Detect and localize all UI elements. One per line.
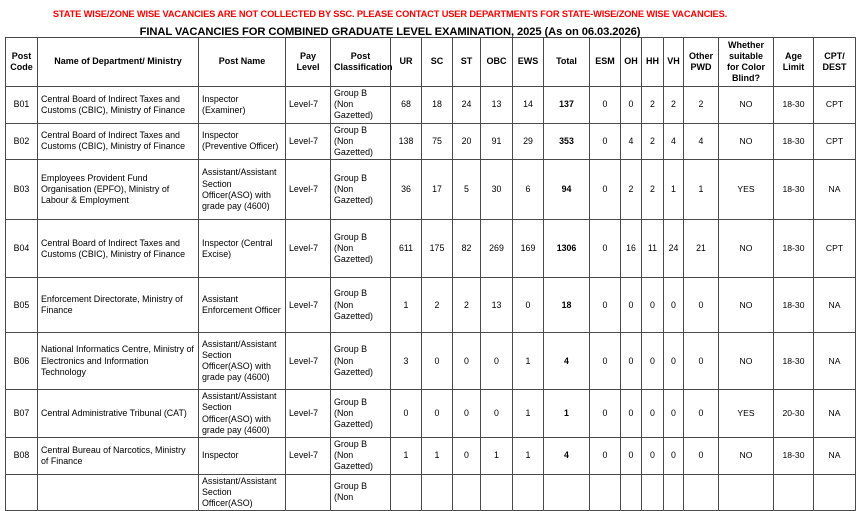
cell-ews [513,474,544,511]
cell-esm: 0 [590,87,621,124]
cell-oh: 4 [621,123,642,160]
cell-total: 18 [544,278,590,333]
cell-other-pwd: 4 [684,123,719,160]
column-header-ews: EWS [513,38,544,87]
cell-ur: 1 [391,438,422,475]
cell-hh: 0 [642,278,664,333]
cell-oh: 0 [621,333,642,390]
cell-age-limit [774,474,814,511]
column-header-sc: SC [422,38,453,87]
cell-color-blind: NO [719,220,774,278]
cell-vh: 0 [664,390,684,438]
vacancy-table-body [6,87,856,511]
cell-post-code: B01 [6,87,38,124]
cell-department: Central Board of Indirect Taxes and Customs (CBIC), Ministry of Finance [38,220,199,278]
cell-total: 94 [544,160,590,220]
cell-obc: 13 [481,278,513,333]
cell-pay-level [286,474,331,511]
cell-sc: 0 [422,333,453,390]
cell-post-name: Assistant Enforcement Officer [199,278,286,333]
cell-sc: 18 [422,87,453,124]
cell-ews: 1 [513,390,544,438]
cell-post-classification: Group B (Non Gazetted) [331,123,391,160]
cell-esm: 0 [590,220,621,278]
cell-total: 353 [544,123,590,160]
cell-total [544,474,590,511]
cell-post-classification: Group B (Non Gazetted) [331,87,391,124]
cell-obc: 1 [481,438,513,475]
cell-pay-level: Level-7 [286,333,331,390]
cell-department: Enforcement Directorate, Ministry of Finance [38,278,199,333]
cell-hh: 2 [642,123,664,160]
cell-post-classification: Group B (Non [331,474,391,511]
cell-vh: 0 [664,333,684,390]
cell-esm: 0 [590,390,621,438]
cell-color-blind: YES [719,160,774,220]
cell-obc: 0 [481,333,513,390]
cell-cpt-dest: CPT [814,123,856,160]
cell-oh [621,474,642,511]
cell-ews: 29 [513,123,544,160]
table-row [6,438,856,475]
cell-sc: 17 [422,160,453,220]
cell-department: Central Board of Indirect Taxes and Customs (CBIC), Ministry of Finance [38,123,199,160]
cell-post-classification: Group B (Non Gazetted) [331,160,391,220]
cell-sc: 175 [422,220,453,278]
cell-department: National Informatics Centre, Ministry of Electronics and Information Technology [38,333,199,390]
cell-cpt-dest: NA [814,333,856,390]
cell-esm: 0 [590,278,621,333]
cell-pay-level: Level-7 [286,278,331,333]
cell-pay-level: Level-7 [286,160,331,220]
cell-esm: 0 [590,160,621,220]
cell-oh: 16 [621,220,642,278]
cell-st: 5 [453,160,481,220]
cell-post-name: Assistant/Assistant Section Officer(ASO) with grade pay (4600) [199,160,286,220]
cell-sc [422,474,453,511]
cell-oh: 0 [621,438,642,475]
table-row [6,87,856,124]
cell-department: Employees Provident Fund Organisation (EPFO), Ministry of Labour & Employment [38,160,199,220]
cell-sc: 75 [422,123,453,160]
cell-post-classification: Group B (Non Gazetted) [331,220,391,278]
cell-esm [590,474,621,511]
cell-ews: 14 [513,87,544,124]
table-row [6,220,856,278]
column-header-post-code: Post Code [6,38,38,87]
column-header-ur: UR [391,38,422,87]
table-row [6,160,856,220]
cell-color-blind: NO [719,333,774,390]
cell-obc: 30 [481,160,513,220]
cell-ur: 36 [391,160,422,220]
cell-total: 137 [544,87,590,124]
cell-pay-level: Level-7 [286,87,331,124]
cell-post-code: B07 [6,390,38,438]
cell-age-limit: 18-30 [774,220,814,278]
cell-obc: 0 [481,390,513,438]
cell-post-name: Assistant/Assistant Section Officer(ASO) with grade pay (4600) [199,390,286,438]
cell-hh [642,474,664,511]
table-row [6,474,856,511]
column-header-department: Name of Department/ Ministry [38,38,199,87]
cell-post-name: Inspector (Preventive Officer) [199,123,286,160]
cell-ur: 138 [391,123,422,160]
column-header-age-limit: Age Limit [774,38,814,87]
column-header-st: ST [453,38,481,87]
cell-ews: 169 [513,220,544,278]
document-title: FINAL VACANCIES FOR COMBINED GRADUATE LEVEL EXAMINATION, 2025 (As on 06.03.2026) [139,26,641,38]
cell-pay-level: Level-7 [286,438,331,475]
cell-ur: 68 [391,87,422,124]
cell-oh: 0 [621,390,642,438]
cell-sc: 0 [422,390,453,438]
cell-total: 4 [544,333,590,390]
cell-cpt-dest: NA [814,278,856,333]
cell-st: 0 [453,333,481,390]
cell-other-pwd: 1 [684,160,719,220]
cell-ur: 611 [391,220,422,278]
cell-st: 82 [453,220,481,278]
cell-vh [664,474,684,511]
cell-age-limit: 18-30 [774,87,814,124]
cell-st: 0 [453,390,481,438]
cell-post-code: B05 [6,278,38,333]
column-header-color-blind: Whether suitable for Color Blind? [719,38,774,87]
cell-post-classification: Group B (Non Gazetted) [331,438,391,475]
cell-other-pwd [684,474,719,511]
cell-department [38,474,199,511]
table-row [6,333,856,390]
column-header-post-name: Post Name [199,38,286,87]
cell-cpt-dest: CPT [814,220,856,278]
cell-post-name: Inspector (Central Excise) [199,220,286,278]
cell-post-name: Inspector [199,438,286,475]
cell-other-pwd: 21 [684,220,719,278]
cell-cpt-dest: NA [814,160,856,220]
cell-color-blind: NO [719,438,774,475]
table-row [6,123,856,160]
state-wise-vacancy-notice: STATE WISE/ZONE WISE VACANCIES ARE NOT COLLECTED BY SSC. PLEASE CONTACT USER DEPARTMENTS FOR STATE-WISE/ZONE WISE VACANCIES. [52,9,728,19]
cell-department: Central Board of Indirect Taxes and Customs (CBIC), Ministry of Finance [38,87,199,124]
cell-age-limit: 18-30 [774,160,814,220]
column-header-other-pwd: Other PWD [684,38,719,87]
cell-ur: 3 [391,333,422,390]
cell-other-pwd: 0 [684,390,719,438]
table-header-row [6,38,856,87]
cell-department: Central Bureau of Narcotics, Ministry of Finance [38,438,199,475]
cell-color-blind: NO [719,278,774,333]
cell-post-code [6,474,38,511]
cell-ews: 1 [513,333,544,390]
cell-ur [391,474,422,511]
cell-esm: 0 [590,123,621,160]
cell-vh: 24 [664,220,684,278]
column-header-hh: HH [642,38,664,87]
column-header-esm: ESM [590,38,621,87]
cell-ur: 1 [391,278,422,333]
cell-esm: 0 [590,333,621,390]
cell-color-blind [719,474,774,511]
cell-vh: 0 [664,278,684,333]
cell-post-code: B06 [6,333,38,390]
cell-total: 1 [544,390,590,438]
cell-department: Central Administrative Tribunal (CAT) [38,390,199,438]
vacancy-table [5,37,856,511]
cell-st: 2 [453,278,481,333]
cell-ews: 1 [513,438,544,475]
cell-obc: 13 [481,87,513,124]
cell-ur: 0 [391,390,422,438]
cell-age-limit: 18-30 [774,278,814,333]
column-header-vh: VH [664,38,684,87]
cell-ews: 0 [513,278,544,333]
cell-st [453,474,481,511]
cell-oh: 0 [621,278,642,333]
cell-other-pwd: 0 [684,438,719,475]
table-row [6,278,856,333]
vacancy-table-container [5,37,847,511]
cell-st: 0 [453,438,481,475]
cell-cpt-dest: NA [814,390,856,438]
table-row [6,390,856,438]
cell-pay-level: Level-7 [286,220,331,278]
cell-post-classification: Group B (Non Gazetted) [331,278,391,333]
cell-post-code: B04 [6,220,38,278]
cell-post-code: B02 [6,123,38,160]
cell-other-pwd: 2 [684,87,719,124]
cell-post-code: B03 [6,160,38,220]
cell-cpt-dest: NA [814,438,856,475]
cell-cpt-dest [814,474,856,511]
column-header-pay-level: Pay Level [286,38,331,87]
cell-oh: 0 [621,87,642,124]
column-header-total: Total [544,38,590,87]
cell-post-name: Assistant/Assistant Section Officer(ASO) with grade pay (4600) [199,333,286,390]
cell-age-limit: 18-30 [774,123,814,160]
cell-total: 4 [544,438,590,475]
cell-color-blind: NO [719,87,774,124]
column-header-post-classification: Post Classification [331,38,391,87]
cell-vh: 0 [664,438,684,475]
cell-vh: 2 [664,87,684,124]
cell-st: 24 [453,87,481,124]
cell-post-classification: Group B (Non Gazetted) [331,390,391,438]
cell-pay-level: Level-7 [286,390,331,438]
cell-age-limit: 20-30 [774,390,814,438]
cell-age-limit: 18-30 [774,333,814,390]
cell-obc: 91 [481,123,513,160]
cell-obc [481,474,513,511]
cell-vh: 4 [664,123,684,160]
column-header-cpt-dest: CPT/ DEST [814,38,856,87]
cell-hh: 2 [642,160,664,220]
cell-color-blind: YES [719,390,774,438]
cell-post-name: Inspector (Examiner) [199,87,286,124]
cell-hh: 0 [642,333,664,390]
cell-age-limit: 18-30 [774,438,814,475]
cell-obc: 269 [481,220,513,278]
cell-hh: 0 [642,438,664,475]
cell-post-name: Assistant/Assistant Section Officer(ASO) [199,474,286,511]
cell-st: 20 [453,123,481,160]
cell-hh: 0 [642,390,664,438]
column-header-oh: OH [621,38,642,87]
cell-sc: 2 [422,278,453,333]
cell-total: 1306 [544,220,590,278]
cell-color-blind: NO [719,123,774,160]
cell-oh: 2 [621,160,642,220]
column-header-obc: OBC [481,38,513,87]
cell-vh: 1 [664,160,684,220]
cell-post-classification: Group B (Non Gazetted) [331,333,391,390]
cell-cpt-dest: CPT [814,87,856,124]
cell-hh: 2 [642,87,664,124]
cell-esm: 0 [590,438,621,475]
cell-ews: 6 [513,160,544,220]
cell-post-code: B08 [6,438,38,475]
cell-sc: 1 [422,438,453,475]
cell-other-pwd: 0 [684,278,719,333]
cell-hh: 11 [642,220,664,278]
cell-other-pwd: 0 [684,333,719,390]
cell-pay-level: Level-7 [286,123,331,160]
